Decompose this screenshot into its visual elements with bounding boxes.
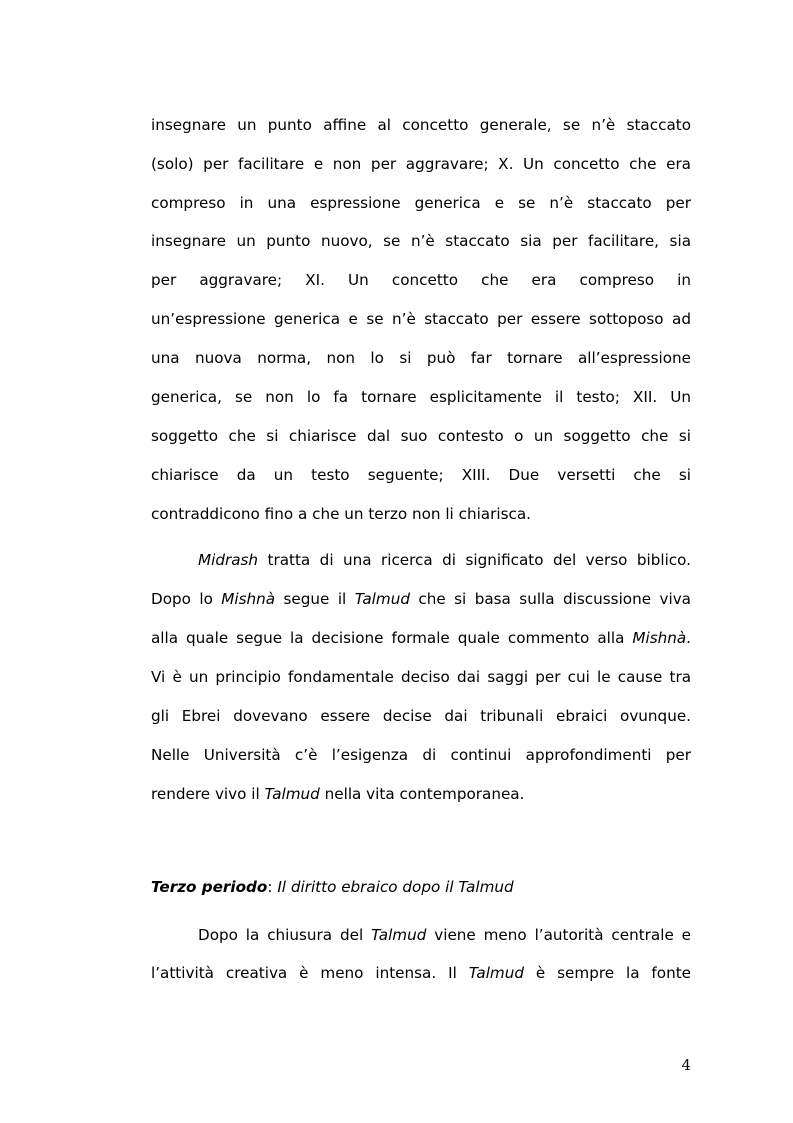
text-run: è sempre la fonte — [523, 964, 691, 982]
italic-term: Talmud — [371, 926, 427, 944]
text-line: (solo) per facilitare e non per aggravare; X. Un concetto che era — [151, 155, 691, 173]
text-line — [151, 784, 691, 804]
text-line — [151, 963, 691, 983]
page-number: 4 — [681, 1056, 691, 1074]
italic-term: Mishnà — [632, 629, 687, 647]
text-run: segue il — [275, 590, 355, 608]
text-line: generica, se non lo fa tornare esplicitamente il testo; XII. Un — [151, 388, 691, 406]
text-line: soggetto che si chiarisce dal suo contesto o un soggetto che si — [151, 427, 691, 445]
italic-term: Talmud — [264, 785, 320, 803]
text-line: insegnare un punto affine al concetto generale, se n’è staccato — [151, 116, 691, 134]
text-line: gli Ebrei dovevano essere decise dai tribunali ebraici ovunque. — [151, 707, 691, 725]
text-run: rendere vivo il — [151, 785, 265, 803]
heading-title: Il diritto ebraico dopo il Talmud — [277, 878, 514, 896]
text-run: alla quale segue la decisione formale quale commento alla — [151, 629, 633, 647]
italic-term: Talmud — [468, 964, 524, 982]
text-run: Dopo lo — [151, 590, 222, 608]
text-line — [198, 925, 691, 945]
section-heading — [151, 877, 691, 897]
text-line: Nelle Università c’è l’esigenza di continui approfondimenti per — [151, 746, 691, 764]
italic-term: Mishnà — [221, 590, 276, 608]
italic-term: Midrash — [198, 551, 259, 569]
text-run: nella vita contemporanea. — [319, 785, 525, 803]
text-line: insegnare un punto nuovo, se n’è staccato sia per facilitare, sia — [151, 232, 691, 250]
text-line: Vi è un principio fondamentale deciso dai saggi per cui le cause tra — [151, 668, 691, 686]
text-run: che si basa sulla discussione viva — [409, 590, 691, 608]
text-run: tratta di una ricerca di significato del verso biblico. — [258, 551, 691, 569]
italic-term: Talmud — [354, 590, 410, 608]
text-line — [198, 550, 691, 570]
text-line: per aggravare; XI. Un concetto che era compreso in — [151, 271, 691, 289]
text-run: . — [686, 629, 691, 647]
text-line — [151, 628, 691, 648]
text-run: Dopo la chiusura del — [198, 926, 372, 944]
text-line: chiarisce da un testo seguente; XIII. Due versetti che si — [151, 466, 691, 484]
text-line: una nuova norma, non lo si può far tornare all’espressione — [151, 349, 691, 367]
text-run: viene meno l’autorità centrale e — [426, 926, 692, 944]
heading-label: Terzo periodo — [151, 878, 268, 896]
text-line: compreso in una espressione generica e se n’è staccato per — [151, 194, 691, 212]
heading-separator: : — [267, 878, 278, 896]
text-line — [151, 589, 691, 609]
text-run: l’attività creativa è meno intensa. Il — [151, 964, 469, 982]
text-line: un’espressione generica e se n’è staccato per essere sottoposo ad — [151, 310, 691, 328]
text-line: contraddicono fino a che un terzo non li chiarisca. — [151, 505, 531, 523]
